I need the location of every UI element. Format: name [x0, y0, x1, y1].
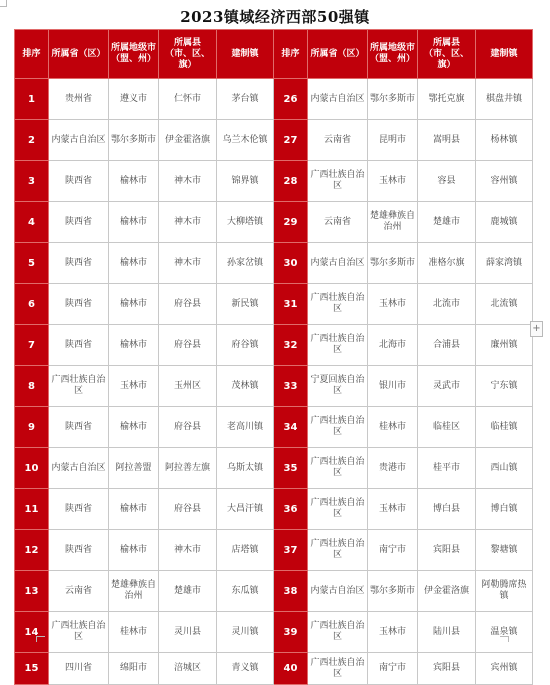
county-cell: 临桂区 — [418, 407, 476, 448]
province-cell: 广西壮族自治区 — [308, 448, 368, 489]
rank-cell: 9 — [15, 407, 49, 448]
province-cell: 广西壮族自治区 — [308, 530, 368, 571]
header-rank: 排序 — [15, 30, 49, 79]
county-cell: 府谷县 — [159, 284, 217, 325]
county-cell: 楚雄市 — [418, 202, 476, 243]
province-cell: 云南省 — [308, 202, 368, 243]
rank-cell: 40 — [274, 653, 308, 685]
county-cell: 容县 — [418, 161, 476, 202]
rank-cell: 6 — [15, 284, 49, 325]
city-cell: 榆林市 — [109, 530, 159, 571]
city-cell: 桂林市 — [368, 407, 418, 448]
town-cell: 杨林镇 — [476, 120, 533, 161]
rank-cell: 5 — [15, 243, 49, 284]
city-cell: 楚雄彝族自治州 — [368, 202, 418, 243]
rank-cell: 2 — [15, 120, 49, 161]
rank-cell: 26 — [274, 79, 308, 120]
city-cell: 鄂尔多斯市 — [109, 120, 159, 161]
province-cell: 陕西省 — [49, 161, 109, 202]
town-cell: 府谷镇 — [217, 325, 274, 366]
city-cell: 榆林市 — [109, 284, 159, 325]
province-cell: 内蒙古自治区 — [49, 448, 109, 489]
town-cell: 老高川镇 — [217, 407, 274, 448]
province-cell: 广西壮族自治区 — [308, 161, 368, 202]
province-cell: 贵州省 — [49, 79, 109, 120]
table-body — [15, 79, 533, 685]
city-cell: 昆明市 — [368, 120, 418, 161]
table-header-row — [15, 30, 533, 79]
county-cell: 玉州区 — [159, 366, 217, 407]
town-cell: 乌斯太镇 — [217, 448, 274, 489]
rank-cell: 34 — [274, 407, 308, 448]
rank-cell: 28 — [274, 161, 308, 202]
header-county: 所属县（市、区、旗） — [418, 30, 476, 79]
town-cell: 黎塘镇 — [476, 530, 533, 571]
city-cell: 桂林市 — [109, 612, 159, 653]
province-cell: 内蒙古自治区 — [308, 571, 368, 612]
province-cell: 广西壮族自治区 — [308, 653, 368, 685]
city-cell: 南宁市 — [368, 653, 418, 685]
city-cell: 银川市 — [368, 366, 418, 407]
county-cell: 神木市 — [159, 202, 217, 243]
county-cell: 宾阳县 — [418, 530, 476, 571]
province-cell: 广西壮族自治区 — [308, 284, 368, 325]
city-cell: 鄂尔多斯市 — [368, 243, 418, 284]
city-cell: 北海市 — [368, 325, 418, 366]
town-cell: 宁东镇 — [476, 366, 533, 407]
table-row — [15, 653, 533, 685]
table-row — [15, 489, 533, 530]
rank-cell: 38 — [274, 571, 308, 612]
town-cell: 孙家岔镇 — [217, 243, 274, 284]
town-cell: 棋盘井镇 — [476, 79, 533, 120]
town-cell: 容州镇 — [476, 161, 533, 202]
rank-cell: 8 — [15, 366, 49, 407]
province-cell: 陕西省 — [49, 325, 109, 366]
city-cell: 绵阳市 — [109, 653, 159, 685]
city-cell: 榆林市 — [109, 489, 159, 530]
county-cell: 合浦县 — [418, 325, 476, 366]
province-cell: 陕西省 — [49, 284, 109, 325]
county-cell: 府谷县 — [159, 489, 217, 530]
town-cell: 大柳塔镇 — [217, 202, 274, 243]
province-cell: 陕西省 — [49, 489, 109, 530]
town-cell: 店塔镇 — [217, 530, 274, 571]
county-cell: 鄂托克旗 — [418, 79, 476, 120]
table-row — [15, 612, 533, 653]
page-corner-mark — [36, 636, 45, 642]
rank-cell: 3 — [15, 161, 49, 202]
rank-cell: 11 — [15, 489, 49, 530]
county-cell: 桂平市 — [418, 448, 476, 489]
city-cell: 玉林市 — [368, 612, 418, 653]
province-cell: 广西壮族自治区 — [308, 612, 368, 653]
header-rank: 排序 — [274, 30, 308, 79]
rank-cell: 27 — [274, 120, 308, 161]
county-cell: 涪城区 — [159, 653, 217, 685]
town-cell: 茂林镇 — [217, 366, 274, 407]
table-row — [15, 407, 533, 448]
county-cell: 府谷县 — [159, 325, 217, 366]
city-cell: 楚雄彝族自治州 — [109, 571, 159, 612]
province-cell: 广西壮族自治区 — [308, 489, 368, 530]
city-cell: 玉林市 — [368, 489, 418, 530]
province-cell: 广西壮族自治区 — [308, 407, 368, 448]
county-cell: 神木市 — [159, 161, 217, 202]
town-cell: 青义镇 — [217, 653, 274, 685]
rank-cell: 10 — [15, 448, 49, 489]
table-row — [15, 530, 533, 571]
province-cell: 云南省 — [308, 120, 368, 161]
town-cell: 大昌汗镇 — [217, 489, 274, 530]
table-row — [15, 161, 533, 202]
header-province: 所属省（区） — [308, 30, 368, 79]
city-cell: 阿拉善盟 — [109, 448, 159, 489]
rank-cell: 33 — [274, 366, 308, 407]
county-cell: 伊金霍洛旗 — [418, 571, 476, 612]
county-cell: 灵武市 — [418, 366, 476, 407]
table-row — [15, 243, 533, 284]
county-cell: 仁怀市 — [159, 79, 217, 120]
county-cell: 伊金霍洛旗 — [159, 120, 217, 161]
city-cell: 遵义市 — [109, 79, 159, 120]
province-cell: 陕西省 — [49, 243, 109, 284]
city-cell: 玉林市 — [109, 366, 159, 407]
county-cell: 宾阳县 — [418, 653, 476, 685]
table-row — [15, 202, 533, 243]
province-cell: 云南省 — [49, 571, 109, 612]
rank-cell: 14 — [15, 612, 49, 653]
rank-cell: 4 — [15, 202, 49, 243]
county-cell: 阿拉善左旗 — [159, 448, 217, 489]
town-cell: 阿勒腾席热镇 — [476, 571, 533, 612]
county-cell: 准格尔旗 — [418, 243, 476, 284]
city-cell: 榆林市 — [109, 325, 159, 366]
rank-cell: 1 — [15, 79, 49, 120]
city-cell: 玉林市 — [368, 284, 418, 325]
rank-cell: 30 — [274, 243, 308, 284]
town-cell: 灵川镇 — [217, 612, 274, 653]
town-cell: 宾州镇 — [476, 653, 533, 685]
county-cell: 北流市 — [418, 284, 476, 325]
town-cell: 东瓜镇 — [217, 571, 274, 612]
rank-cell: 32 — [274, 325, 308, 366]
rank-cell: 15 — [15, 653, 49, 685]
table-row — [15, 284, 533, 325]
county-cell: 博白县 — [418, 489, 476, 530]
rank-cell: 7 — [15, 325, 49, 366]
town-cell: 温泉镇 — [476, 612, 533, 653]
header-province: 所属省（区） — [49, 30, 109, 79]
header-town: 建制镇 — [217, 30, 274, 79]
county-cell: 神木市 — [159, 243, 217, 284]
rank-cell: 35 — [274, 448, 308, 489]
header-city: 所属地级市（盟、州） — [368, 30, 418, 79]
table-row — [15, 120, 533, 161]
province-cell: 宁夏回族自治区 — [308, 366, 368, 407]
city-cell: 贵港市 — [368, 448, 418, 489]
town-cell: 乌兰木伦镇 — [217, 120, 274, 161]
rank-cell: 12 — [15, 530, 49, 571]
add-row-button[interactable]: + — [530, 321, 543, 337]
page-corner-mark — [500, 636, 509, 642]
town-cell: 锦界镇 — [217, 161, 274, 202]
rank-cell: 31 — [274, 284, 308, 325]
header-city: 所属地级市（盟、州） — [109, 30, 159, 79]
town-cell: 鹿城镇 — [476, 202, 533, 243]
town-cell: 廉州镇 — [476, 325, 533, 366]
town-cell: 临桂镇 — [476, 407, 533, 448]
town-cell: 茅台镇 — [217, 79, 274, 120]
rank-cell: 37 — [274, 530, 308, 571]
province-cell: 四川省 — [49, 653, 109, 685]
county-cell: 陆川县 — [418, 612, 476, 653]
county-cell: 楚雄市 — [159, 571, 217, 612]
county-cell: 神木市 — [159, 530, 217, 571]
city-cell: 榆林市 — [109, 161, 159, 202]
province-cell: 内蒙古自治区 — [308, 243, 368, 284]
town-cell: 北流镇 — [476, 284, 533, 325]
header-town: 建制镇 — [476, 30, 533, 79]
document-title: 2023镇域经济西部50强镇 — [180, 8, 370, 26]
province-cell: 广西壮族自治区 — [49, 612, 109, 653]
table-row — [15, 366, 533, 407]
city-cell: 鄂尔多斯市 — [368, 571, 418, 612]
city-cell: 榆林市 — [109, 243, 159, 284]
town-cell: 新民镇 — [217, 284, 274, 325]
province-cell: 内蒙古自治区 — [308, 79, 368, 120]
table-row — [15, 79, 533, 120]
city-cell: 南宁市 — [368, 530, 418, 571]
province-cell: 广西壮族自治区 — [49, 366, 109, 407]
rank-cell: 39 — [274, 612, 308, 653]
province-cell: 内蒙古自治区 — [49, 120, 109, 161]
province-cell: 陕西省 — [49, 202, 109, 243]
town-cell: 博白镇 — [476, 489, 533, 530]
province-cell: 广西壮族自治区 — [308, 325, 368, 366]
province-cell: 陕西省 — [49, 407, 109, 448]
city-cell: 鄂尔多斯市 — [368, 79, 418, 120]
rank-cell: 36 — [274, 489, 308, 530]
table-row — [15, 448, 533, 489]
ranking-table — [14, 29, 533, 685]
town-cell: 西山镇 — [476, 448, 533, 489]
city-cell: 玉林市 — [368, 161, 418, 202]
table-row — [15, 325, 533, 366]
county-cell: 嵩明县 — [418, 120, 476, 161]
rank-cell: 29 — [274, 202, 308, 243]
city-cell: 榆林市 — [109, 407, 159, 448]
rank-cell: 13 — [15, 571, 49, 612]
county-cell: 灵川县 — [159, 612, 217, 653]
header-county: 所属县（市、区、旗） — [159, 30, 217, 79]
province-cell: 陕西省 — [49, 530, 109, 571]
town-cell: 薛家湾镇 — [476, 243, 533, 284]
table-row — [15, 571, 533, 612]
city-cell: 榆林市 — [109, 202, 159, 243]
county-cell: 府谷县 — [159, 407, 217, 448]
